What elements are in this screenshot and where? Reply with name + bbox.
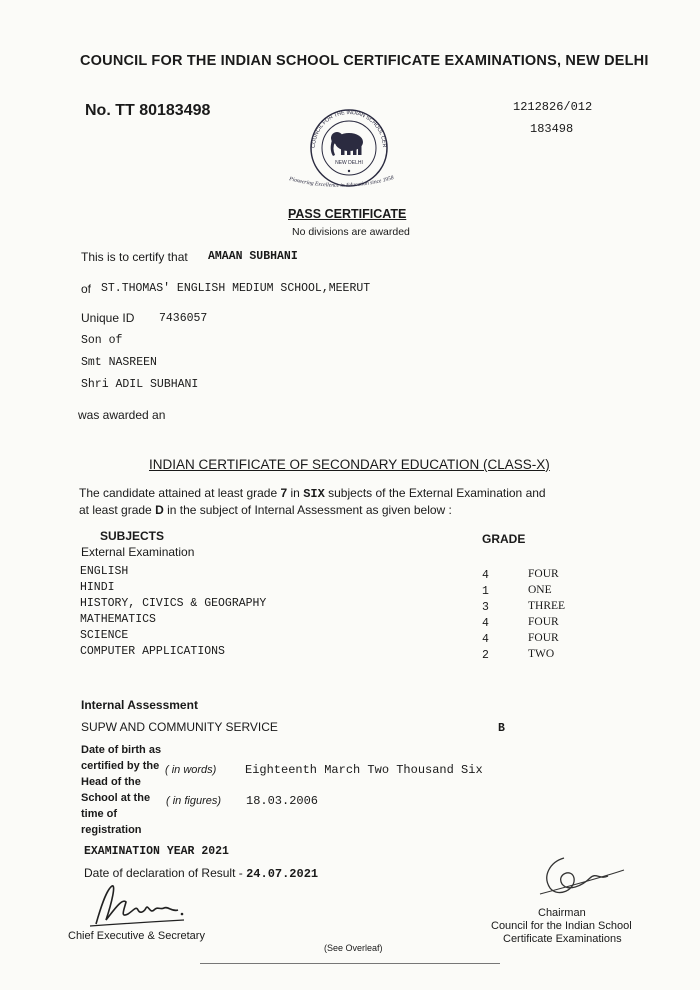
subject-grade: 1 [482,585,489,598]
dob-label: Date of birth as certified by the Head of the School at the time of registration [81,744,162,836]
see-overleaf-note: (See Overleaf) [324,943,383,953]
certificate-name: INDIAN CERTIFICATE OF SECONDARY EDUCATION (CLASS-X) [149,457,550,472]
elephant-icon [331,132,363,156]
council-seal-emblem [285,100,413,195]
mother-name: Smt NASREEN [81,356,157,369]
internal-grade: B [498,722,505,735]
subject-grade-word: ONE [528,584,552,596]
svg-text:Pioneering Excellence in Educa [288,175,395,189]
subject-grade: 4 [482,617,489,630]
internal-subject: SUPW AND COMMUNITY SERVICE [81,720,278,734]
footer-divider [200,963,500,964]
chairman-exams-line: Certificate Examinations [503,933,622,945]
pass-certificate-subtitle: No divisions are awarded [292,226,410,238]
grade-header: GRADE [482,532,526,546]
subject-grade: 4 [482,569,489,582]
statement-line-2: at least grade D in the subject of Internal Assessment as given below : [79,503,452,517]
chairman-council-line: Council for the Indian School [491,920,632,932]
subject-name: HISTORY, CIVICS & GEOGRAPHY [80,597,267,610]
subject-grade-word: TWO [528,648,555,660]
pass-certificate-title: PASS CERTIFICATE [288,207,407,221]
left-signature [88,880,198,932]
reference-line-2: 183498 [530,122,574,136]
dob-in-figures-label: ( in figures) [166,795,222,807]
external-exam-label: External Examination [81,545,195,559]
subjects-header: SUBJECTS [100,529,165,543]
reference-line-1: 1212826/012 [513,100,593,114]
certificate-number: No. TT 80183498 [85,102,211,119]
unique-id-value: 7436057 [159,312,208,325]
subject-grade-word: THREE [528,600,566,612]
examination-year: EXAMINATION YEAR 2021 [84,845,229,858]
certify-label: This is to certify that [81,250,188,264]
subject-name: MATHEMATICS [80,613,156,626]
seal-center-text: NEW DELHI [335,160,363,166]
of-label: of [81,282,92,296]
candidate-name: AMAAN SUBHANI [208,250,298,263]
relation-label: Son of [81,334,123,347]
father-name: Shri ADIL SUBHANI [81,378,199,391]
subject-grade: 3 [482,601,489,614]
subject-grade-word: FOUR [528,568,559,580]
internal-assessment-title: Internal Assessment [81,698,198,712]
subject-name: COMPUTER APPLICATIONS [80,645,225,658]
statement-line-1: The candidate attained at least grade 7 in SIX subjects of the External Examination and [79,486,546,501]
subject-grade: 2 [482,649,489,662]
subject-grade-word: FOUR [528,616,559,628]
right-signature [520,850,630,906]
chief-executive-title: Chief Executive & Secretary [68,930,205,942]
subject-name: HINDI [80,581,115,594]
council-header: COUNCIL FOR THE INDIAN SCHOOL CERTIFICATE EXAMINATIONS, NEW DELHI [80,53,649,69]
school-name: ST.THOMAS' ENGLISH MEDIUM SCHOOL,MEERUT [101,282,371,295]
subject-name: ENGLISH [80,565,129,578]
declaration-line: Date of declaration of Result - 24.07.2021 [84,866,319,881]
awarded-label: was awarded an [78,408,166,422]
subject-name: SCIENCE [80,629,129,642]
subject-grade: 4 [482,633,489,646]
seal-top-text: COUNCIL FOR THE INDIAN SCHOOL CER [310,109,388,149]
dob-in-words: Eighteenth March Two Thousand Six [245,763,483,777]
dob-in-figures: 18.03.2006 [246,794,319,808]
dob-in-words-label: ( in words) [165,764,217,776]
chairman-title: Chairman [538,907,586,919]
subject-grade-word: FOUR [528,632,559,644]
unique-id-label: Unique ID [81,311,135,325]
seal-motto: Pioneering Excellence in Education since 1958 [288,175,395,189]
